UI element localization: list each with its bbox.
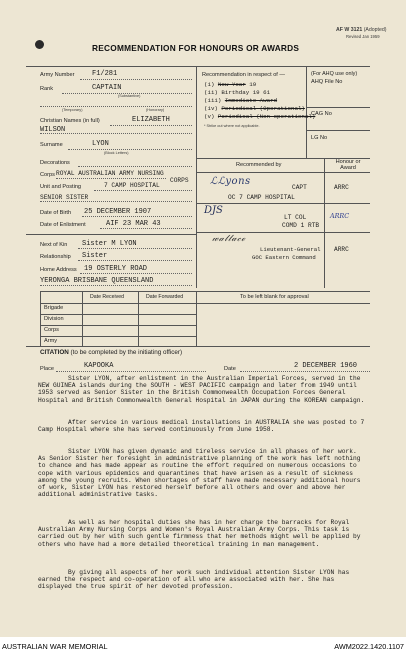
substantive-note: (Substantive)	[118, 94, 141, 98]
citation-paragraph-5: By giving all aspects of her work such individual attention Sister LYON has earned the respect and co-operation of all who are associated with her. She has displayed the true spirit of her devoted profession.	[38, 569, 350, 591]
dob-value: 25 DECEMBER 1907	[84, 208, 152, 216]
nok-value: Sister M LYON	[82, 240, 137, 248]
rank-value: CAPTAIN	[92, 84, 122, 92]
page-title: RECOMMENDATION FOR HONOURS OR AWARDS	[92, 43, 300, 53]
col-date-forwarded: Date Forwarded	[146, 294, 184, 300]
archive-footer	[0, 637, 406, 653]
corps-value: ROYAL AUSTRALIAN ARMY NURSING	[56, 170, 164, 177]
routing-row-corps: Corps	[44, 327, 59, 333]
honorary-note: (Honorary)	[146, 108, 165, 112]
address-label: Home Address	[40, 267, 77, 273]
signature-1: ℒℒyons	[210, 176, 251, 187]
cag-label: CAG No	[311, 111, 332, 117]
enlist-value: AIF 23 MAR 43	[106, 220, 161, 228]
place-value: KAPOOKA	[84, 362, 114, 370]
corps-value-2: CORPS	[170, 177, 189, 184]
recommendation-item-3: (iii) Immediate Award	[204, 97, 278, 104]
address-value-2: YERONGA BRISBANE QUEENSLAND	[40, 277, 154, 285]
routing-row-brigade: Brigade	[44, 305, 64, 311]
unit-value-2: SENIOR SISTER	[40, 194, 89, 201]
archive-name: AUSTRALIAN WAR MEMORIAL	[2, 642, 108, 651]
honour-heading: Honour or Award	[335, 159, 361, 171]
ahq-file-label: AHQ File No	[311, 79, 343, 85]
archive-id: AWM2022.1420.1107	[334, 642, 404, 651]
signature-2: DJS	[204, 205, 223, 216]
recommended-by-heading: Recommended by	[236, 162, 282, 168]
army-number-value: F1/281	[92, 70, 118, 78]
christian-names-label: Christian Names (in full)	[40, 118, 100, 124]
award-1: ARRC	[334, 184, 349, 191]
recommender-2-unit: COMD 1 RTB	[282, 222, 320, 229]
award-2: ARRC	[330, 212, 350, 220]
army-number-label: Army Number	[40, 72, 75, 78]
citation-label: CITATION (to be completed by the initiating officer)	[40, 349, 183, 356]
recommendation-item-2: (ii) Birthday 19 61	[204, 89, 271, 96]
enlist-label: Date of Enlistment	[40, 222, 86, 228]
signature-3: 𝓌𝒶𝓁𝓁𝒶𝒸ℯ	[212, 234, 246, 244]
award-3: ARRC	[334, 246, 349, 253]
routing-row-army: Army	[44, 338, 58, 344]
place-label: Place	[40, 366, 54, 372]
citation-paragraph-4: As well as her hospital duties she has in her charge the barracks for Royal Australian Army Nursing Corps and Women's Royal Australian Army Corps. This task is carried out by her with such gentle firmness that her methods might well be applied by others who have had a more detailed theoretical training in man management.	[38, 519, 361, 548]
decorations-label: Decorations	[40, 160, 70, 166]
surname-value: LYON	[92, 140, 109, 148]
address-value-1: 19 OSTERLY ROAD	[84, 265, 148, 273]
citation-paragraph-3: Sister LYON has given dynamic and tireless service in all phases of her work. As Senior Sister her foresight in administrative planning of the work has left nothing to chance and has made appear as routine the effort required on numerous occasions to cope with various epidemics and quarantines that have arisen as a result of sickness among the young recruits. When shortages of staff have made necessary additional hours of work, Sister LYON has restored herself before all others and over and above her additional administrative tasks.	[38, 448, 361, 499]
citation-paragraph-1: Sister LYON, after enlistment in the Australian Imperial Forces, served in the NEW GUINEA islands during the SOUTH - WEST PACIFIC campaign and later from 1949 until 1953 served as Senior Sister in the British Commonwealth Occupation Forces General Hospital and British Commonwealth General Hospital in JAPAN during the KOREAN campaign.	[38, 375, 365, 404]
relationship-value: Sister	[82, 252, 108, 260]
ahq-heading: (For AHQ use only)	[311, 71, 358, 77]
surname-label: Surname	[40, 142, 63, 148]
recommender-1-unit: OC 7 CAMP HOSPITAL	[228, 194, 295, 201]
recommender-1-title: CAPT	[292, 184, 307, 191]
date-value: 2 DECEMBER 1960	[294, 362, 358, 370]
recommendation-item-5: (v) Periodical (Non-operational)	[204, 113, 316, 120]
punch-hole	[35, 40, 44, 49]
approval-note: To be left blank for approval	[240, 294, 309, 300]
recommendation-item-4: (iv) Periodical (Operational)	[204, 105, 305, 112]
col-date-received: Date Received	[90, 294, 125, 300]
form-revised: Revised Jan 1959	[346, 34, 380, 39]
nok-label: Next of Kin	[40, 242, 68, 248]
routing-row-division: Division	[44, 316, 64, 322]
unit-value: 7 CAMP HOSPITAL	[104, 182, 160, 189]
temporary-note: (Temporary)	[62, 108, 83, 112]
christian-names-value: ELIZABETH	[132, 116, 170, 124]
strike-note: * Strike out where not applicable.	[204, 124, 260, 128]
rank-label: Rank	[40, 86, 54, 92]
recommendation-heading: Recommendation in respect of —	[202, 72, 286, 78]
citation-paragraph-2: After service in various medical installations in AUSTRALIA she was posted to 7 Camp Hospital where she has served continuously from June 1958.	[38, 419, 365, 434]
christian-names-value-2: WILSON	[40, 126, 66, 134]
block-letters-note: (Block Letters)	[104, 151, 129, 155]
date-label: Date	[224, 366, 236, 372]
recommender-3-title: Lieutenant-General	[260, 246, 321, 253]
recommender-2-title: LT COL	[284, 214, 307, 221]
form-number: AF W 3121 (Adopted)	[336, 27, 387, 33]
unit-label: Unit and Posting	[40, 184, 82, 190]
dob-label: Date of Birth	[40, 210, 72, 216]
corps-label: Corps	[40, 172, 55, 178]
recommendation-item-1: (i) New Year 19	[204, 81, 257, 88]
lg-label: LG No	[311, 135, 328, 141]
relationship-label: Relationship	[40, 254, 71, 260]
recommender-3-unit: GOC Eastern Command	[252, 254, 316, 261]
